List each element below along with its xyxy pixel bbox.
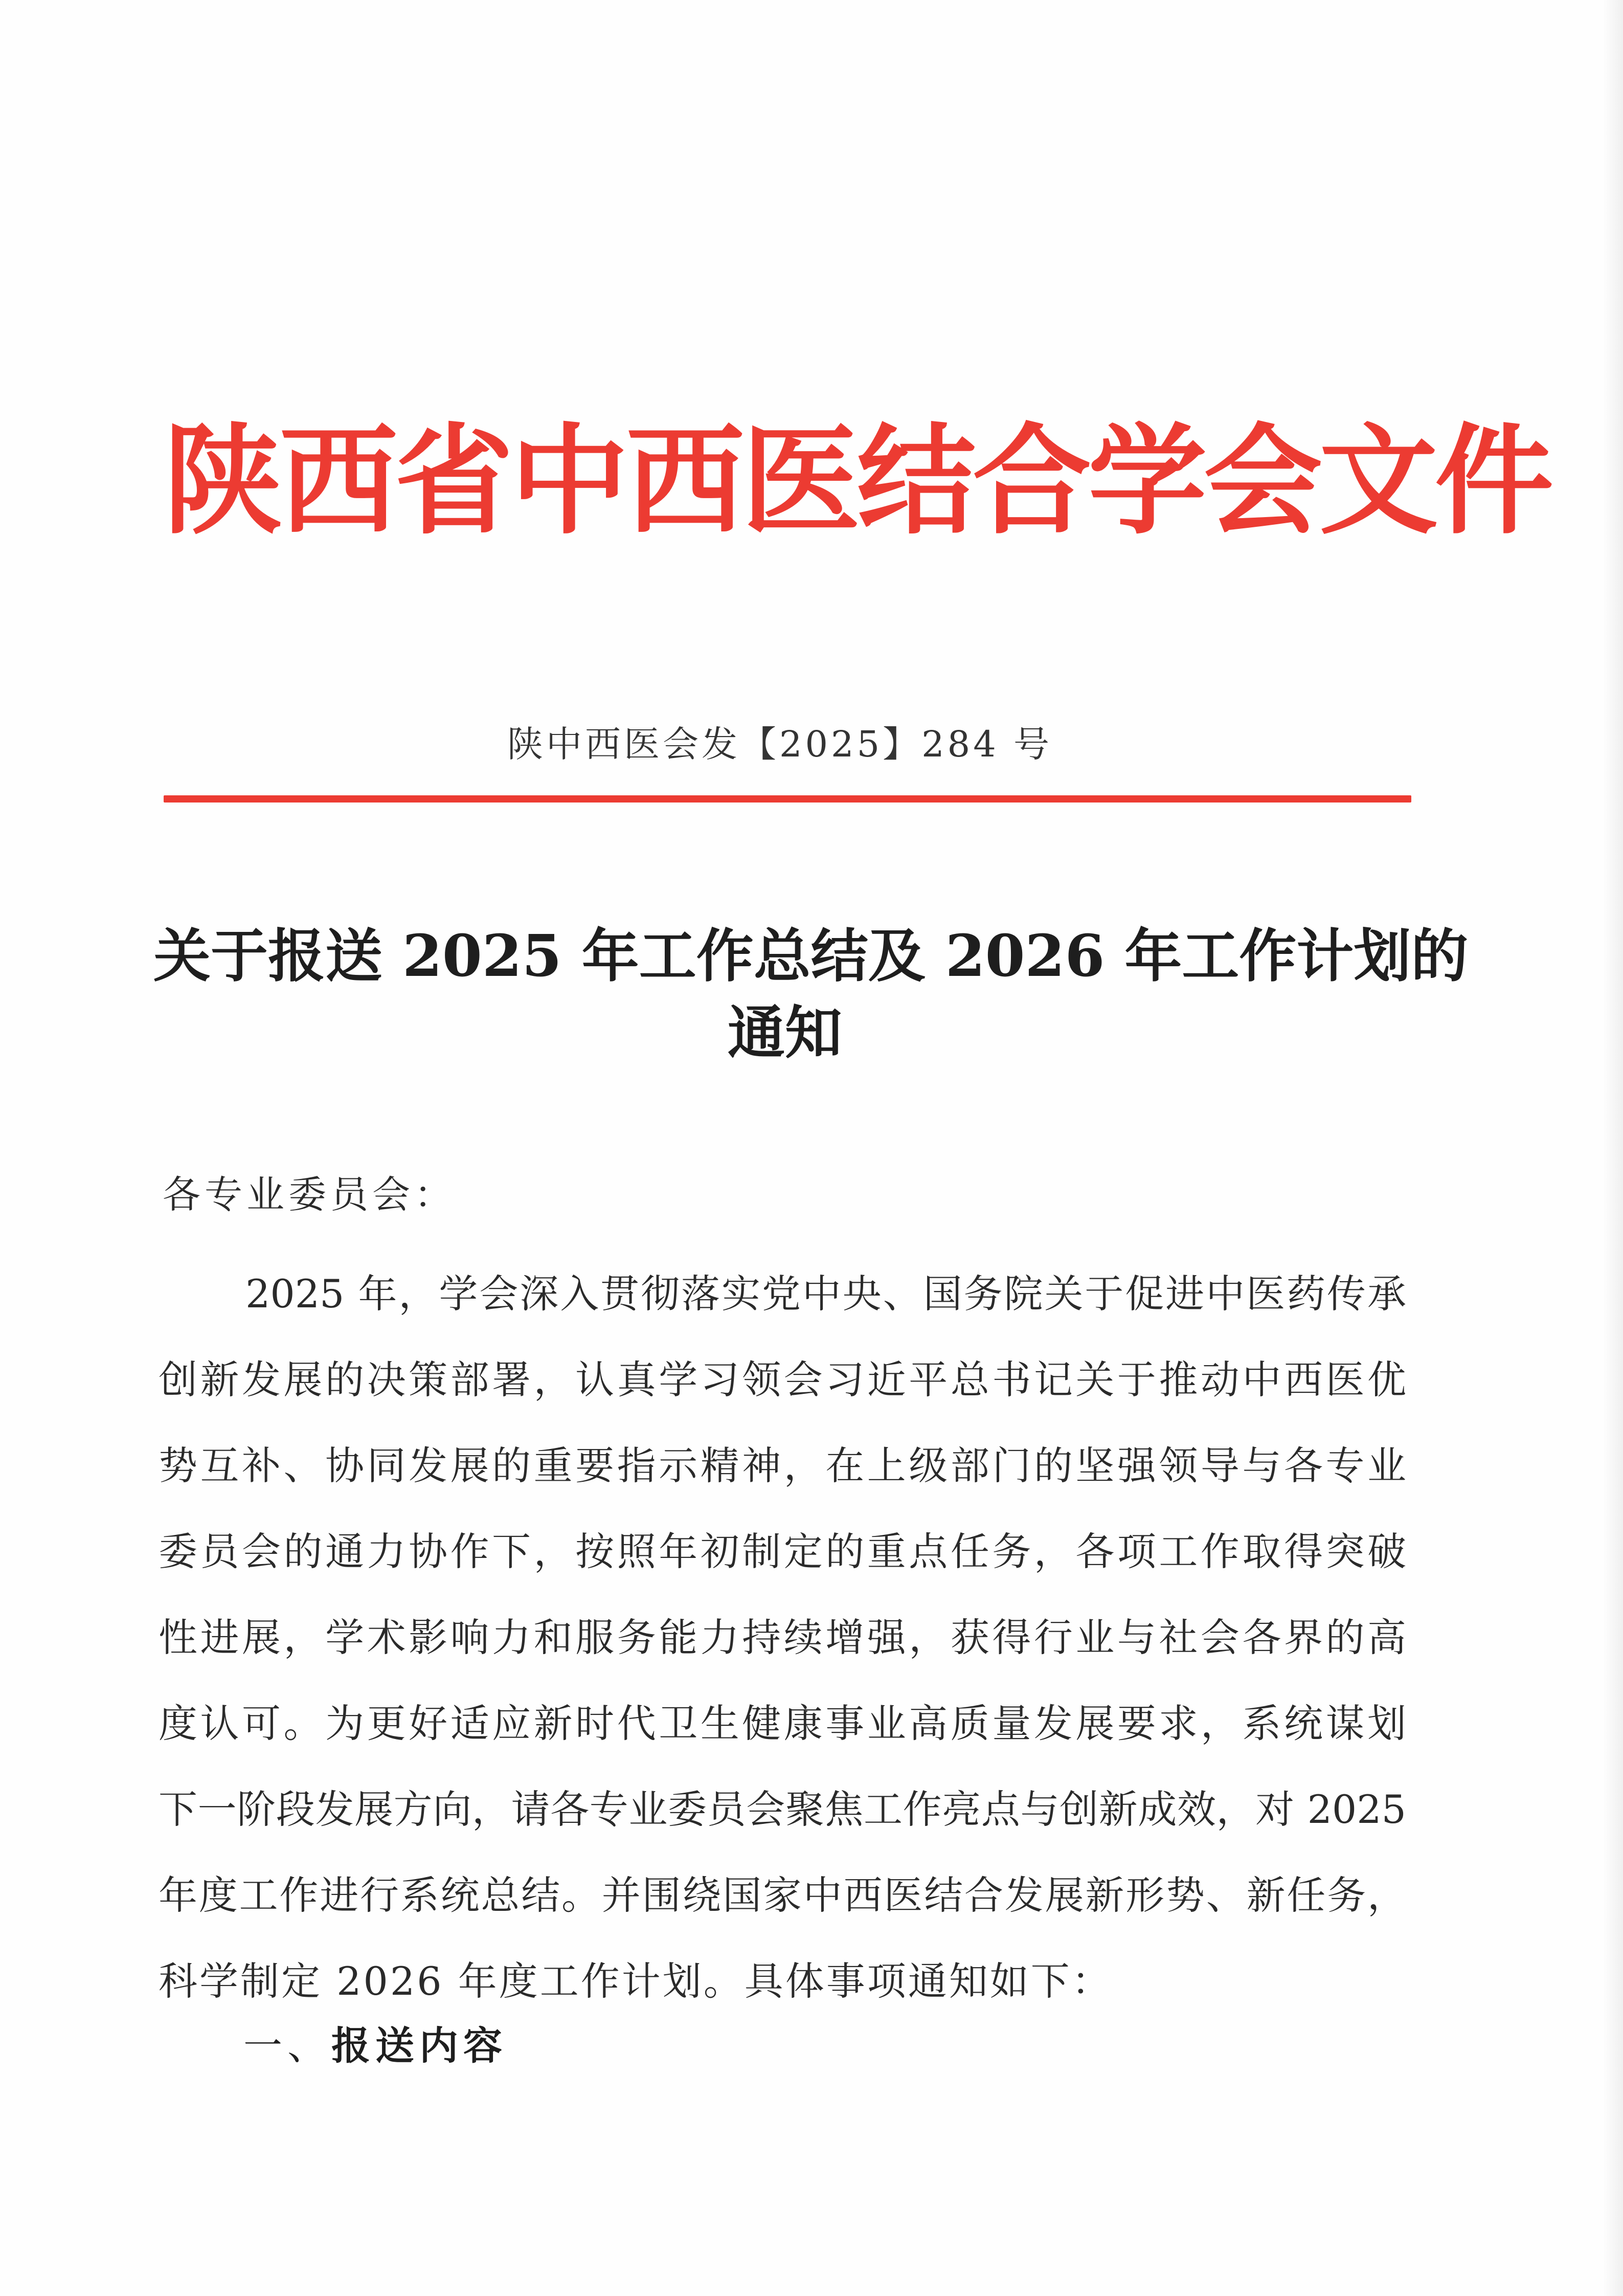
organization-file-header: 陕西省中西医结合学会文件 <box>164 411 1551 550</box>
section-number: 一、 <box>243 2023 331 2068</box>
body-line: 势互补、协同发展的重要指示精神，在上级部门的坚强领导与各专业 <box>159 1443 1406 1488</box>
body-line: 度认可。为更好适应新时代卫生健康事业高质量发展要求，系统谋划 <box>159 1701 1406 1746</box>
salutation: 各专业委员会： <box>163 1173 456 1217</box>
body-line: 创新发展的决策部署，认真学习领会习近平总书记关于推动中西医优 <box>159 1357 1406 1402</box>
section-heading-text: 报送内容 <box>331 2023 507 2068</box>
page-edge-shadow <box>1603 0 1623 2296</box>
notice-title-line-2: 通知 <box>728 999 842 1066</box>
body-line: 2025 年，学会深入贯彻落实党中央、国务院关于促进中医药传承 <box>245 1271 1406 1317</box>
body-line: 委员会的通力协作下，按照年初制定的重点任务，各项工作取得突破 <box>159 1529 1406 1574</box>
document-number: 陕中西医会发【2025】284 号 <box>507 723 1052 765</box>
notice-title <box>153 918 1469 1072</box>
body-line: 年度工作进行系统总结。并围绕国家中西医结合发展新形势、新任务， <box>159 1873 1406 1918</box>
body-line: 下一阶段发展方向，请各专业委员会聚焦工作亮点与创新成效，对 2025 <box>159 1787 1406 1832</box>
body-line: 科学制定 2026 年度工作计划。具体事项通知如下： <box>159 1958 1113 2004</box>
section-heading <box>243 2010 507 2082</box>
body-line: 性进展，学术影响力和服务能力持续增强，获得行业与社会各界的高 <box>159 1615 1406 1660</box>
notice-title-line-1: 关于报送 2025 年工作总结及 2026 年工作计划的 <box>153 923 1469 990</box>
body-paragraph <box>159 1251 1406 2024</box>
red-divider-line <box>164 795 1411 803</box>
